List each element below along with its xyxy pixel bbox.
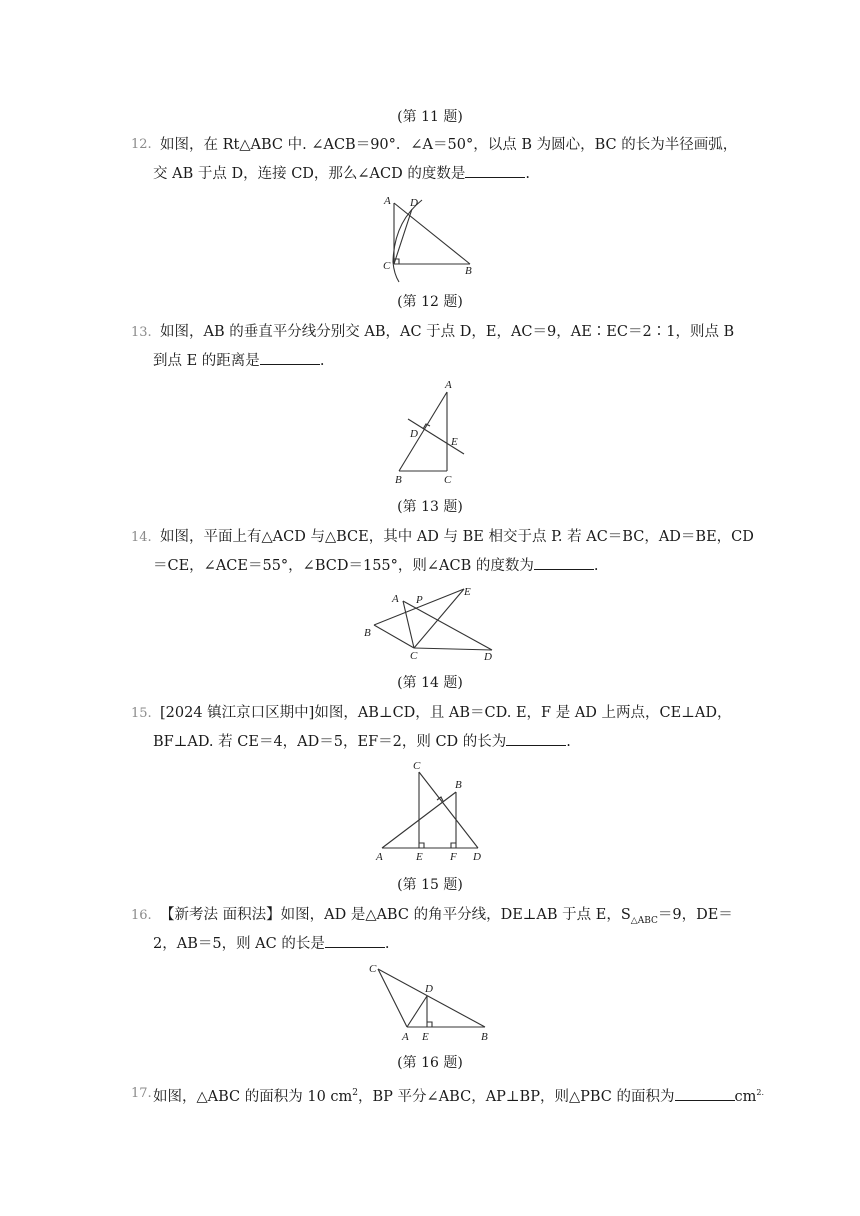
question-number-14: 14.	[131, 530, 152, 545]
question-16-text: 2，AB＝5，则 AC 的长是	[153, 936, 325, 952]
question-16-text-a: 【新考法 面积法】如图，AD 是△ABC 的角平分线，DE⊥AB 于点 E，S	[160, 907, 631, 923]
question-14-period: .	[593, 558, 599, 574]
question-16-text-b: ＝9，DE＝	[657, 907, 733, 923]
segment-cd	[414, 648, 492, 650]
segment-cb	[378, 969, 485, 1027]
question-13-line-2	[153, 350, 324, 371]
question-15-line-1: [2024 镇江京口区期中]如图，AB⊥CD，且 AB＝CD. E，F 是 AD 上两点，CE⊥AD，	[160, 705, 732, 721]
label-c: C	[444, 474, 452, 486]
label-b: B	[481, 1031, 488, 1043]
question-number-15: 15.	[131, 706, 152, 721]
question-12-text: 交 AB 于点 D，连接 CD，那么∠ACD 的度数是	[153, 166, 466, 182]
question-17-line-1	[153, 1083, 764, 1107]
figure-13	[390, 375, 480, 491]
label-c: C	[383, 260, 391, 272]
answer-blank-14[interactable]	[534, 555, 594, 570]
label-c: C	[369, 963, 377, 975]
right-angle-f	[451, 843, 456, 848]
figure-15	[370, 758, 490, 870]
label-d: D	[410, 428, 418, 440]
question-number-13: 13.	[131, 325, 152, 340]
question-13-period: .	[319, 353, 325, 369]
label-b: B	[455, 779, 462, 791]
question-15-period: .	[566, 734, 571, 750]
question-16-line-2	[153, 933, 389, 954]
question-15-line-2	[153, 731, 571, 752]
segment-ad	[407, 996, 427, 1027]
figure-caption-12: (第 12 题)	[397, 294, 463, 310]
area-subscript: △ABC	[630, 915, 658, 926]
segment-cd	[419, 772, 478, 848]
label-d: D	[473, 851, 481, 863]
question-13-line-1: 如图，AB 的垂直平分线分别交 AB，AC 于点 D，E，AC＝9，AE∶EC＝2∶1，则点 B	[160, 324, 735, 340]
question-16-period: .	[384, 936, 390, 952]
right-angle-e	[419, 843, 424, 848]
figure-caption-13: (第 13 题)	[397, 499, 463, 515]
question-12-line-1: 如图，在 Rt△ABC 中. ∠ACB＝90°．∠A＝50°，以点 B 为圆心，BC 的长为半径画弧，	[160, 137, 738, 153]
question-14-line-1: 如图，平面上有△ACD 与△BCE，其中 AD 与 BE 相交于点 P. 若 AC＝BC，AD＝BE，CD	[160, 529, 754, 545]
label-a: A	[445, 379, 452, 391]
answer-blank-17[interactable]	[675, 1086, 735, 1101]
figure-14	[360, 583, 505, 667]
question-number-17: 17.	[131, 1086, 152, 1101]
question-14-line-2	[153, 555, 599, 576]
figure-caption-11: (第 11 题)	[397, 109, 463, 125]
label-c: C	[413, 760, 421, 772]
question-12-period: .	[525, 166, 530, 182]
label-d: D	[484, 651, 492, 663]
label-f: F	[450, 851, 457, 863]
question-17-text-b: ，BP 平分∠ABC，AP⊥BP，则△PBC 的面积为	[358, 1088, 675, 1105]
question-17-text-a: 如图，△ABC 的面积为 10 cm	[153, 1088, 353, 1105]
question-14-text: ＝CE，∠ACE＝55°，∠BCD＝155°，则∠ACB 的度数为	[153, 558, 534, 574]
segment-ab	[394, 203, 470, 264]
label-e: E	[464, 586, 471, 598]
question-13-text: 到点 E 的距离是	[153, 353, 260, 369]
label-a: A	[376, 851, 383, 863]
question-17-unit-superscript: 2.	[756, 1088, 765, 1097]
label-a: A	[402, 1031, 409, 1043]
question-number-16: 16.	[131, 908, 152, 923]
figure-caption-16: (第 16 题)	[397, 1055, 463, 1071]
label-e: E	[451, 436, 458, 448]
question-15-text: BF⊥AD. 若 CE＝4，AD＝5，EF＝2，则 CD 的长为	[153, 734, 507, 750]
question-17-unit: cm	[734, 1088, 757, 1105]
label-e: E	[422, 1031, 429, 1043]
label-e: E	[416, 851, 423, 863]
question-12-line-2	[153, 163, 530, 184]
label-b: B	[465, 265, 472, 277]
figure-12	[380, 192, 480, 288]
label-a: A	[384, 195, 391, 207]
question-number-12: 12.	[131, 137, 152, 152]
figure-16	[362, 958, 497, 1050]
segment-bc	[374, 625, 414, 648]
figure-caption-15: (第 15 题)	[397, 877, 463, 893]
answer-blank-13[interactable]	[260, 350, 320, 365]
label-b: B	[364, 627, 371, 639]
segment-ca	[378, 969, 407, 1027]
label-p: P	[416, 594, 423, 606]
label-d: D	[425, 983, 433, 995]
area-unit-superscript: 2	[352, 1088, 359, 1098]
answer-blank-16[interactable]	[325, 933, 385, 948]
answer-blank-15[interactable]	[506, 731, 566, 746]
segment-ac	[403, 601, 414, 648]
right-angle-e	[427, 1022, 432, 1027]
arc-from-b	[393, 200, 422, 282]
label-a: A	[392, 593, 399, 605]
figure-caption-14: (第 14 题)	[397, 675, 463, 691]
label-b: B	[395, 474, 402, 486]
segment-ab	[399, 392, 447, 471]
question-16-line-1	[160, 905, 733, 931]
label-d: D	[410, 197, 418, 209]
answer-blank-12[interactable]	[465, 163, 525, 178]
label-c: C	[410, 650, 418, 662]
